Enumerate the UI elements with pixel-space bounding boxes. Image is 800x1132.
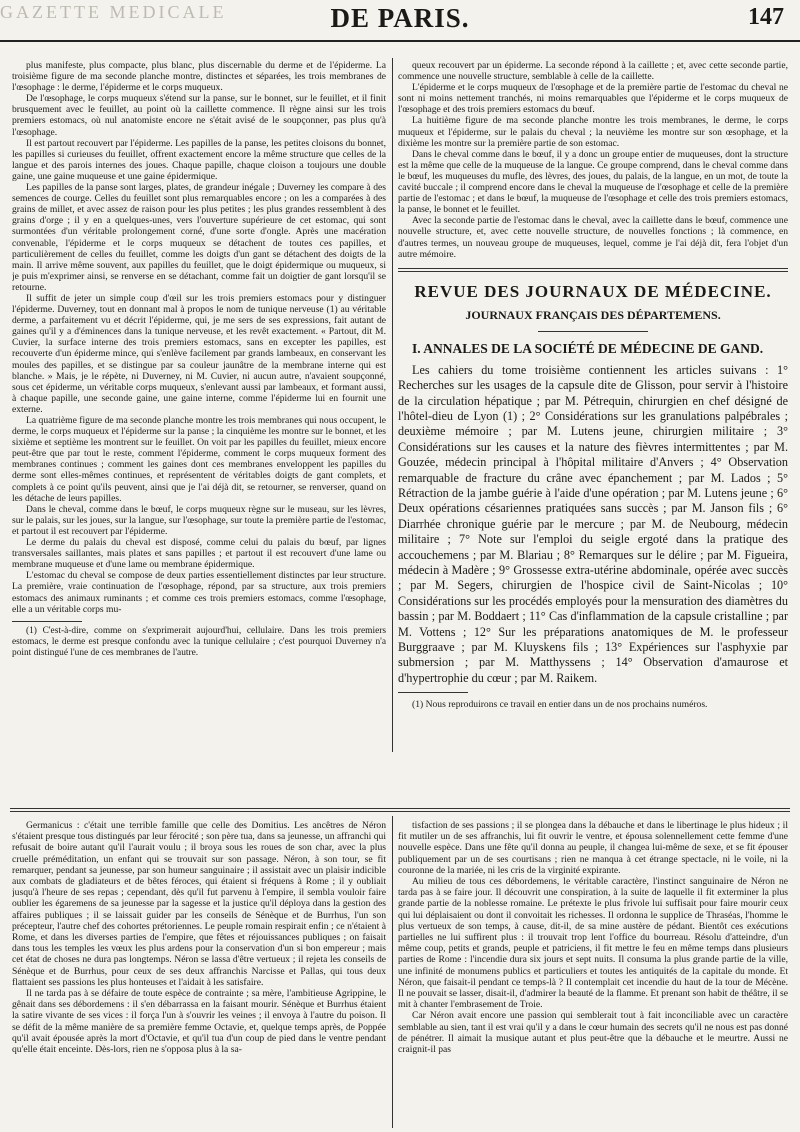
feuilleton-left <box>12 820 386 1126</box>
column-right <box>398 60 788 750</box>
paragraph: Dans le cheval comme dans le bœuf, il y a donc un groupe entier de muqueuses, dont la structure est la même que celle de la muqueuse de la langue. Ce groupe comprend, dans le cheval comme dans le bœuf, les muqueuses du mufle, des lèvres, des joues, du palais, de la langue, en un mot, de toute la cavité buccale ; il comprend encore dans le cheval la muqueuse de l'œsophage et celle de la première partie de l'estomac ; et dans le bœuf, la muqueuse de l'œsophage et celle des trois premiers estomacs, la panse, le bonnet et le feuillet. <box>398 148 788 216</box>
section-subtitle: JOURNAUX FRANÇAIS DES DÉPARTEMENS. <box>465 307 721 322</box>
feuilleton-rule <box>10 808 790 809</box>
article-title: I. ANNALES DE LA SOCIÉTÉ DE MÉDECINE DE GAND. <box>412 340 764 356</box>
paragraph: La huitième figure de ma seconde planche montre les trois membranes, le derme, le corps muqueux et l'épiderme, sur le palais du cheval ; la neuvième les montre sur son œsophage, et la dixième les montre sur la première partie de son estomac. <box>398 115 788 149</box>
section-rule <box>398 268 788 269</box>
column-left <box>12 60 386 750</box>
feuilleton-rule <box>10 811 790 812</box>
page-number: 147 <box>748 4 784 30</box>
paragraph: Dans le cheval, comme dans le bœuf, le corps muqueux règne sur le museau, sur les lèvres, sur le palais, sur les joues, sur la langue, sur l'œsophage, sur toute la première partie de l'estomac, et partout il est recouvert par l'épiderme. <box>12 503 386 537</box>
paragraph: tisfaction de ses passions ; il se plongea dans la débauche et dans le libertinage le plus hideux ; il fit mutiler un de ses affranchis, lui fit ouvrir le ventre, et épousa solennellement cette femme d'une nouvelle espèce. Dans une fête qu'il donna au peuple, il changea lui-même de sexe, et se fit épouser publiquement par un de ses courtisans ; rien ne manqua à cet étrange spectacle, ni le voile, ni la couronne de la mariée, ni les cris de la virginité expirante. <box>398 820 788 876</box>
paragraph: L'estomac du cheval se compose de deux parties essentiellement distinctes par leur structure. La première, vraie continuation de l'œsophage, répond, par sa structure, aux trois premiers estomacs des animaux ruminants ; et comme ces trois premiers estomacs, comme l'œsophage, elle a un véritable corps mu- <box>12 570 386 615</box>
paragraph: La quatrième figure de ma seconde planche montre les trois membranes qui nous occupent, le derme, le corps muqueux et l'épiderme sur la panse ; la cinquième les montre sur le bonnet, et les sixième et septième les montrent sur le feuillet. On voit par les papilles du feuillet, mieux encore peut-être que par tout le reste, comment l'épiderme, comment le corps muqueux forment des membranes continues ; comment les gaines dont ces membranes enveloppent les papilles du derme sont elles-mêmes continues, et représentent de véritables doigts de gant complets, et complets à ce point qu'ils peuvent, ainsi que je l'ai déjà dit, se retourner, se renverser, quand on les détache de leurs papilles. <box>12 415 386 504</box>
column-divider <box>392 816 393 1128</box>
paragraph: Avec la seconde partie de l'estomac dans le cheval, avec la caillette dans le bœuf, commence une nouvelle structure, et, avec cette nouvelle structure, de nouvelles fonctions ; là commence, en d'autres termes, un nouveau groupe de muqueuses, lequel, comme je l'ai déjà dit, fera l'objet d'un autre mémoire. <box>398 215 788 260</box>
paragraph: De l'œsophage, le corps muqueux s'étend sur la panse, sur le bonnet, sur le feuillet, et il finit brusquement avec le feuillet, au point où la caillette commence. Il règne ainsi sur les trois premiers estomacs, où nul anatomiste encore ne s'était avisé de le soupçonner, pas plus qu'à l'œsophage. <box>12 93 386 138</box>
paragraph: Il suffit de jeter un simple coup d'œil sur les trois premiers estomacs pour y distinguer l'épiderme. Duverney, tout en donnant mal à propos le nom de tunique nerveuse (1) au véritable derme, a parfaitement vu et décrit l'épiderme, qui, je me sers de ses expressions, fait autant de gaines qu'il y a d'éminences dans la tunique nerveuse, et les revêt exactement. « Partout, dit M. Cuvier, la surface interne des trois premiers estomacs, sans en excepter les papilles, est recouverte d'un épiderme mince, qui s'enlève facilement par grands lambeaux, en conservant les moules des papilles, et se distingue par sa couleur jaunâtre de la membrane interne qui est blanche. » Mais, je le répète, ni Duverney, ni M. Cuvier, ni aucun autre, n'avaient soupçonné, sous cet épiderme, un véritable corps muqueux, s'enlevant aussi par lambeaux, et formant aussi, à chaque papille, une seconde gaine, une gaine interne, comme l'épiderme lui en fournit une externe. <box>12 292 386 415</box>
footnote-rule <box>398 692 468 693</box>
paragraph: Les papilles de la panse sont larges, plates, de grandeur inégale ; Duverney les compare à des semences de courge. Celles du feuillet sont plus remarquables encore ; on les a comparées à des grains de millet, et avec assez de raison pour les plus petites ; les plus grandes ressemblent à des grains d'orge ; il y en a quelques-unes, vers l'ouverture supérieure de cet estomac, qui sont surmontées d'un véritable prolongement corné, d'une sorte d'ongle. Après une macération convenable, l'épiderme et le corps muqueux se détachent de toutes ces papilles, et particulièrement de celles du feuillet, comme les doigts d'un gant se détachent des doigts de la main. Il arrive même souvent, aux papilles du feuillet, que le doigt épidermique ou muqueux, si je puis m'exprimer ainsi, se renverse en se détachant, comme fait un doigtier de gant lorsqu'il se retourne. <box>12 182 386 293</box>
paragraph: Il ne tarda pas à se défaire de toute espèce de contrainte ; sa mère, l'ambitieuse Agrippine, le gênait dans ses débordemens : il s'en débarrassa en la faisant mourir. Sénèque et Burrhus étaient la satire vivante de ses vices : il força l'un à s'ouvrir les veines ; il envoya à l'autre du poison. Il se défit de la même manière de sa première femme Octavie, et, quelque temps après, de Poppée qu'il avait épousée après la mort d'Octavie, et qu'il tua d'un coup de pied dans le ventre pendant qu'elle était enceinte. Dès-lors, rien ne s'opposa plus à la sa- <box>12 988 386 1056</box>
page-title: DE PARIS. <box>330 3 470 33</box>
page-header <box>0 0 800 42</box>
paragraph: plus manifeste, plus compacte, plus blanc, plus discernable du derme et de l'épiderme. La troisième figure de ma seconde planche montre, distinctes et séparées, les trois membranes de l'œsophage : le derme, l'épiderme et le corps muqueux. <box>12 60 386 94</box>
review-body: Les cahiers du tome troisième contiennent les articles suivans : 1° Recherches sur les usages de la capsule dite de Glisson, pour servir à l'histoire de la circulation hépatique ; par M. Pétrequin, chirurgien en chef désigné de l'hôtel-dieu de Lyon (1) ; 2° Considérations sur les granulations palpébrales ; deuxième mémoire ; par M. Lutens jeune, chirurgien militaire ; 3° Considérations sur les causes et la nature des fièvres intermittentes ; par M. Gouzée, médecin principal à l'hôpital militaire d'Anvers ; 4° Observation remarquable de fracture du crâne avec épanchement ; par M. Lados ; 5° Rétraction de la jambe guérie à l'aide d'une opération ; par M. Lutens jeune ; 6° Deux opérations césariennes pratiquées sans succès ; par M. Janson fils ; 6° Diarrhée chronique guérie par le mercure ; par M. de Neubourg, médecin militaire ; 7° Note sur l'emploi du seigle ergoté dans la pratique des accouchemens ; par M. Blariau ; 8° Remarques sur le délire ; par M. Figueira, médecin à Madère ; 9° Grossesse extra-utérine abdominale, opérée avec succès ; par M. Segers, chirurgien de l'hospice civil de Saint-Nicolas ; 10° Considérations sur les procédés employés pour la mensuration des diamètres du bassin ; par M. Boddaert ; 11° Cas d'inflammation de la capsule cristalline ; par M. Vottens ; 12° Sur les préparations anatomiques de M. le professeur Burggraave ; par M. Kluyskens fils ; 13° Expériences sur l'asphyxie par submersion ; par M. Matthyssens ; 14° Observation d'amaurose et d'hypertrophie du cœur ; par M. Raikem. <box>398 362 788 685</box>
paragraph: Au milieu de tous ces débordemens, le véritable caractère, l'instinct sanguinaire de Néron ne tarda pas à se faire jour. Il découvrit une conspiration, à la suite de laquelle il fit exterminer la plus grande partie de la noblesse romaine. Le prétexte le plus frivole lui suffisait pour faire mourir ceux qui lui déplaisaient ou dont il convoitait les richesses. Il ordonna le supplice de Thraséas, l'homme le plus vertueux de son temps, à cause, dit-il, de sa mine austère de pédant. Bientôt ces exécutions partielles ne lui suffirent plus : il trouvait trop lent l'office du bourreau. Résolu d'atteindre, d'un même coup, petits et grands, peuple et patriciens, il fit mettre le feu en même temps dans plusieurs parties de Rome : l'incendie dura six jours et sept nuits. Il consuma la plus grande partie de la ville, une infinité de monumens publics et particuliers et toutes les antiquités de la capitale du monde. Et Néron, que faisait-il pendant ce temps-là ? Il contemplait cet incendie du haut de la tour de Mécène. Il ne pouvait se lasser, disait-il, d'admirer la beauté de la flamme. Et prenant son habit de théâtre, il se mit à chanter l'embrasement de Troie. <box>398 876 788 1011</box>
footnote: (1) C'est-à-dire, comme on s'exprimerait aujourd'hui, cellulaire. Dans les trois premiers estomacs, le derme est presque confondu avec la tunique cellulaire ; c'est pourquoi Duverney n'a point distingué l'une de ces membranes de l'autre. <box>12 625 386 658</box>
footnote-rule <box>12 621 82 622</box>
bleed-through-text: GAZETTE MEDICALE <box>0 2 227 22</box>
paragraph: queux recouvert par un épiderme. La seconde répond à la caillette ; et, avec cette seconde partie, commence une nouvelle structure, semblable à celle de la caillette. <box>398 60 788 83</box>
column-divider <box>392 58 393 752</box>
section-rule <box>398 271 788 272</box>
paragraph: Germanicus : c'était une terrible famille que celle des Domitius. Les ancêtres de Néron s'étaient presque tous distingués par leur férocité ; son père tua, dans sa jeunesse, un affranchi qui refusait de boire autant qu'il l'aurait voulu ; il broya sous les roues de son char, avec la plus cruelle préméditation, un enfant qui se trouvait sur son passage. Néron, à son tour, se fit remarquer, pendant sa jeunesse, par son humeur sanguinaire ; il assistait avec un plaisir indicible aux combats de gladiateurs et de bêtes féroces, qui étaient si fréquens à Rome ; il y oubliait jusqu'à l'heure de ses repas ; cependant, dès qu'il fut parvenu à l'empire, il sembla vouloir faire oublier les égaremens de sa jeunesse par la sagesse et la justice qu'il déploya dans la gestion des affaires publiques ; il se laissait guider par les conseils de Sénèque et de Burrhus, l'un son précepteur, l'autre chef des cohortes prétoriennes. Le peuple romain respirait enfin ; ce n'étaient à Rome, et dans les diverses parties de l'empire, que fêtes et réjouissances publiques ; on faisait dans tous les temples les vœux les plus ardens pour la conservation d'un si bon empereur ; mais cet état de choses ne dura pas longtemps. Néron se lassa d'être vertueux ; il rejeta les conseils de Sénèque et de Burrhus, pour ceux de ses deux affranchis Narcisse et Pallas, qui tous deux flattaient ses passions les plus honteuses et l'aidait à les satisfaire. <box>12 820 386 988</box>
paragraph: Car Néron avait encore une passion qui semblerait tout à fait inconciliable avec un caractère semblable au sien, tant il est vrai qu'il y a dans le cœur humain des secrets qu'il ne nous est pas donné de pénétrer. Il aimait la musique autant et plus peut-être que la débauche et le meurtre. Aussi ne craignit-il pas <box>398 1010 788 1056</box>
paragraph: Le derme du palais du cheval est disposé, comme celui du palais du bœuf, par lignes transversales saillantes, mais plates et sans papilles ; et partout il est recouvert d'une lame ou membrane muqueuse et d'une lame ou membrane épidermique. <box>12 537 386 571</box>
section-title: REVUE DES JOURNAUX DE MÉDECINE. <box>414 281 772 301</box>
review-footnote: (1) Nous reproduirons ce travail en entier dans un de nos prochains numéros. <box>412 699 708 711</box>
feuilleton-right <box>398 820 788 1126</box>
subtitle-rule <box>538 331 648 332</box>
paragraph: Il est partout recouvert par l'épiderme. Les papilles de la panse, les petites cloisons du bonnet, les papilles si curieuses du feuillet, offrent exactement encore la même structure que celles de la langue et des parois internes des joues. Chaque papille, chaque cloison a toujours une double gaine, une gaine muqueuse et une gaine épidermique. <box>12 137 386 182</box>
paragraph: L'épiderme et le corps muqueux de l'œsophage et de la première partie de l'estomac du cheval ne sont ni moins nettement tranchés, ni moins remarquables que l'épiderme et le corps muqueux de l'œsophage et des trois premiers estomacs du bœuf. <box>398 82 788 116</box>
